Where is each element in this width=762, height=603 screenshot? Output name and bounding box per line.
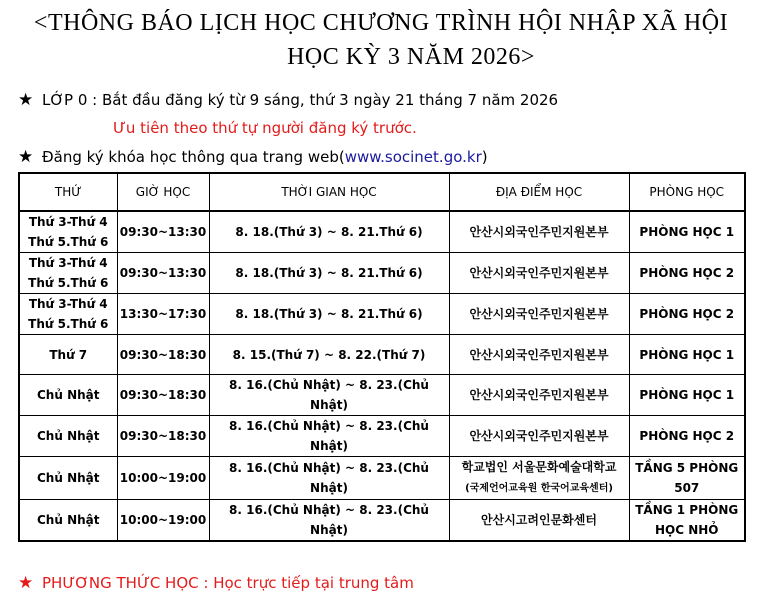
cell-location bbox=[449, 335, 629, 375]
cell-hours-text: 09:30~13:30 bbox=[119, 266, 207, 280]
cell-day-text: Chủ Nhật bbox=[37, 513, 100, 527]
cell-room-text: HỌC NHỎ bbox=[654, 523, 719, 537]
cell-period-text: 8. 18.(Thứ 3) ~ 8. 21.Thứ 6) bbox=[235, 266, 423, 280]
cell-day bbox=[19, 335, 117, 375]
cell-hours bbox=[117, 253, 209, 294]
cell-period-text: 8. 16.(Chủ Nhật) ~ 8. 23.(Chủ Nhật) bbox=[229, 419, 429, 453]
cell-location-text: 안산시외국인주민지원본부 bbox=[469, 347, 609, 362]
cell-location bbox=[449, 500, 629, 542]
cell-room-text: PHÒNG HỌC 2 bbox=[639, 429, 735, 443]
cell-room-text: 507 bbox=[674, 481, 700, 495]
star-icon: ★ bbox=[18, 90, 34, 110]
cell-hours-text: 10:00~19:00 bbox=[119, 513, 207, 527]
cell-period-text: 8. 18.(Thứ 3) ~ 8. 21.Thứ 6) bbox=[235, 225, 423, 239]
cell-period-text: 8. 16.(Chủ Nhật) ~ 8. 23.(Chủ Nhật) bbox=[229, 461, 429, 495]
cell-day-text: Chủ Nhật bbox=[37, 388, 100, 402]
cell-room-text: TẦNG 5 PHÒNG bbox=[635, 461, 739, 475]
header-location: ĐỊA ĐIỂM HỌC bbox=[449, 173, 629, 211]
cell-day-text: Thứ 5.Thứ 6 bbox=[28, 235, 109, 249]
cell-day bbox=[19, 211, 117, 253]
cell-period bbox=[209, 500, 449, 542]
cell-room-text: PHÒNG HỌC 2 bbox=[639, 307, 735, 321]
cell-location bbox=[449, 211, 629, 253]
cell-room bbox=[629, 211, 745, 253]
cell-day-text: Thứ 5.Thứ 6 bbox=[28, 317, 109, 331]
cell-hours bbox=[117, 416, 209, 457]
table-row bbox=[19, 253, 745, 294]
cell-room bbox=[629, 294, 745, 335]
cell-day bbox=[19, 375, 117, 416]
cell-room bbox=[629, 416, 745, 457]
table-row bbox=[19, 457, 745, 500]
header-room: PHÒNG HỌC bbox=[629, 173, 745, 211]
cell-period bbox=[209, 294, 449, 335]
cell-period-text: 8. 16.(Chủ Nhật) ~ 8. 23.(Chủ Nhật) bbox=[229, 378, 429, 412]
cell-room-text: TẦNG 1 PHÒNG bbox=[635, 503, 739, 517]
cell-period bbox=[209, 253, 449, 294]
priority-note: Ưu tiên theo thứ tự người đăng ký trước. bbox=[113, 119, 417, 137]
cell-location bbox=[449, 375, 629, 416]
cell-period bbox=[209, 211, 449, 253]
cell-location bbox=[449, 457, 629, 500]
cell-hours-text: 13:30~17:30 bbox=[119, 307, 207, 321]
cell-hours-text: 10:00~19:00 bbox=[119, 471, 207, 485]
cell-room-text: PHÒNG HỌC 2 bbox=[639, 266, 735, 280]
class-registration-line bbox=[18, 90, 558, 110]
cell-hours bbox=[117, 294, 209, 335]
website-link[interactable]: www.socinet.go.kr bbox=[344, 148, 482, 166]
schedule-table bbox=[18, 172, 746, 542]
cell-location-text: (국제언어교육원 한국어교육센터) bbox=[465, 483, 613, 494]
cell-room-text: PHÒNG HỌC 1 bbox=[639, 347, 735, 362]
cell-day bbox=[19, 457, 117, 500]
cell-hours bbox=[117, 335, 209, 375]
cell-location-text: 안산시외국인주민지원본부 bbox=[469, 429, 609, 443]
cell-room-text: PHÒNG HỌC 1 bbox=[639, 388, 735, 402]
notice-title-line-1: <THÔNG BÁO LỊCH HỌC CHƯƠNG TRÌNH HỘI NHẬP XÃ HỘI bbox=[33, 10, 729, 36]
header-period: THỜI GIAN HỌC bbox=[209, 173, 449, 211]
cell-hours bbox=[117, 211, 209, 253]
cell-day-text: Thứ 3-Thứ 4 bbox=[28, 256, 108, 270]
cell-period-text: 8. 18.(Thứ 3) ~ 8. 21.Thứ 6) bbox=[235, 307, 423, 321]
star-icon: ★ bbox=[18, 147, 34, 167]
header-hours: GIỜ HỌC bbox=[117, 173, 209, 211]
cell-location bbox=[449, 253, 629, 294]
study-method-text: PHƯƠNG THỨC HỌC : Học trực tiếp tại trung tâm bbox=[42, 574, 414, 592]
table-row bbox=[19, 294, 745, 335]
cell-period-text: 8. 15.(Thứ 7) ~ 8. 22.(Thứ 7) bbox=[232, 347, 426, 362]
cell-location-text: 안산시외국인주민지원본부 bbox=[469, 307, 609, 321]
cell-hours bbox=[117, 375, 209, 416]
table-row bbox=[19, 375, 745, 416]
header-day: THỨ bbox=[19, 173, 117, 211]
cell-room-text: PHÒNG HỌC 1 bbox=[639, 225, 735, 239]
table-row bbox=[19, 416, 745, 457]
cell-room bbox=[629, 253, 745, 294]
cell-hours-text: 09:30~18:30 bbox=[119, 429, 207, 443]
cell-room bbox=[629, 457, 745, 500]
cell-hours-text: 09:30~18:30 bbox=[119, 347, 207, 362]
cell-day-text: Thứ 3-Thứ 4 bbox=[28, 215, 108, 229]
cell-hours bbox=[117, 457, 209, 500]
website-registration-prefix: Đăng ký khóa học thông qua trang web( bbox=[42, 148, 345, 166]
cell-room bbox=[629, 335, 745, 375]
cell-day-text: Thứ 7 bbox=[49, 347, 88, 362]
cell-location-text: 안산시외국인주민지원본부 bbox=[469, 225, 609, 239]
cell-day-text: Chủ Nhật bbox=[37, 429, 100, 443]
notice-title-line-2: HỌC KỲ 3 NĂM 2026> bbox=[287, 44, 535, 70]
cell-period bbox=[209, 416, 449, 457]
cell-day-text: Thứ 3-Thứ 4 bbox=[28, 297, 108, 311]
cell-day-text: Thứ 5.Thứ 6 bbox=[28, 276, 109, 290]
cell-day bbox=[19, 294, 117, 335]
cell-period bbox=[209, 335, 449, 375]
table-row bbox=[19, 335, 745, 375]
star-icon: ★ bbox=[18, 573, 34, 593]
cell-location bbox=[449, 294, 629, 335]
cell-room bbox=[629, 500, 745, 542]
cell-day-text: Chủ Nhật bbox=[37, 471, 100, 485]
cell-location-text: 안산시외국인주민지원본부 bbox=[469, 388, 609, 402]
cell-hours-text: 09:30~18:30 bbox=[119, 388, 207, 402]
cell-day bbox=[19, 253, 117, 294]
cell-location-text: 안산시외국인주민지원본부 bbox=[469, 266, 609, 280]
table-header-row bbox=[19, 173, 745, 211]
cell-hours-text: 09:30~13:30 bbox=[119, 225, 207, 239]
class-registration-text: LỚP 0 : Bắt đầu đăng ký từ 9 sáng, thứ 3 ngày 21 tháng 7 năm 2026 bbox=[42, 91, 559, 109]
cell-period-text: 8. 16.(Chủ Nhật) ~ 8. 23.(Chủ Nhật) bbox=[229, 503, 429, 537]
website-registration-line bbox=[18, 147, 488, 167]
cell-location-text: 학교법인 서울문화예술대학교 bbox=[461, 460, 617, 474]
table-row bbox=[19, 211, 745, 253]
cell-period bbox=[209, 375, 449, 416]
cell-period bbox=[209, 457, 449, 500]
cell-location bbox=[449, 416, 629, 457]
cell-day bbox=[19, 416, 117, 457]
cell-hours bbox=[117, 500, 209, 542]
table-row bbox=[19, 500, 745, 542]
cell-day bbox=[19, 500, 117, 542]
cell-location-text: 안산시고려인문화센터 bbox=[481, 513, 597, 527]
website-registration-suffix: ) bbox=[481, 148, 488, 166]
study-method-line bbox=[18, 573, 414, 593]
cell-room bbox=[629, 375, 745, 416]
